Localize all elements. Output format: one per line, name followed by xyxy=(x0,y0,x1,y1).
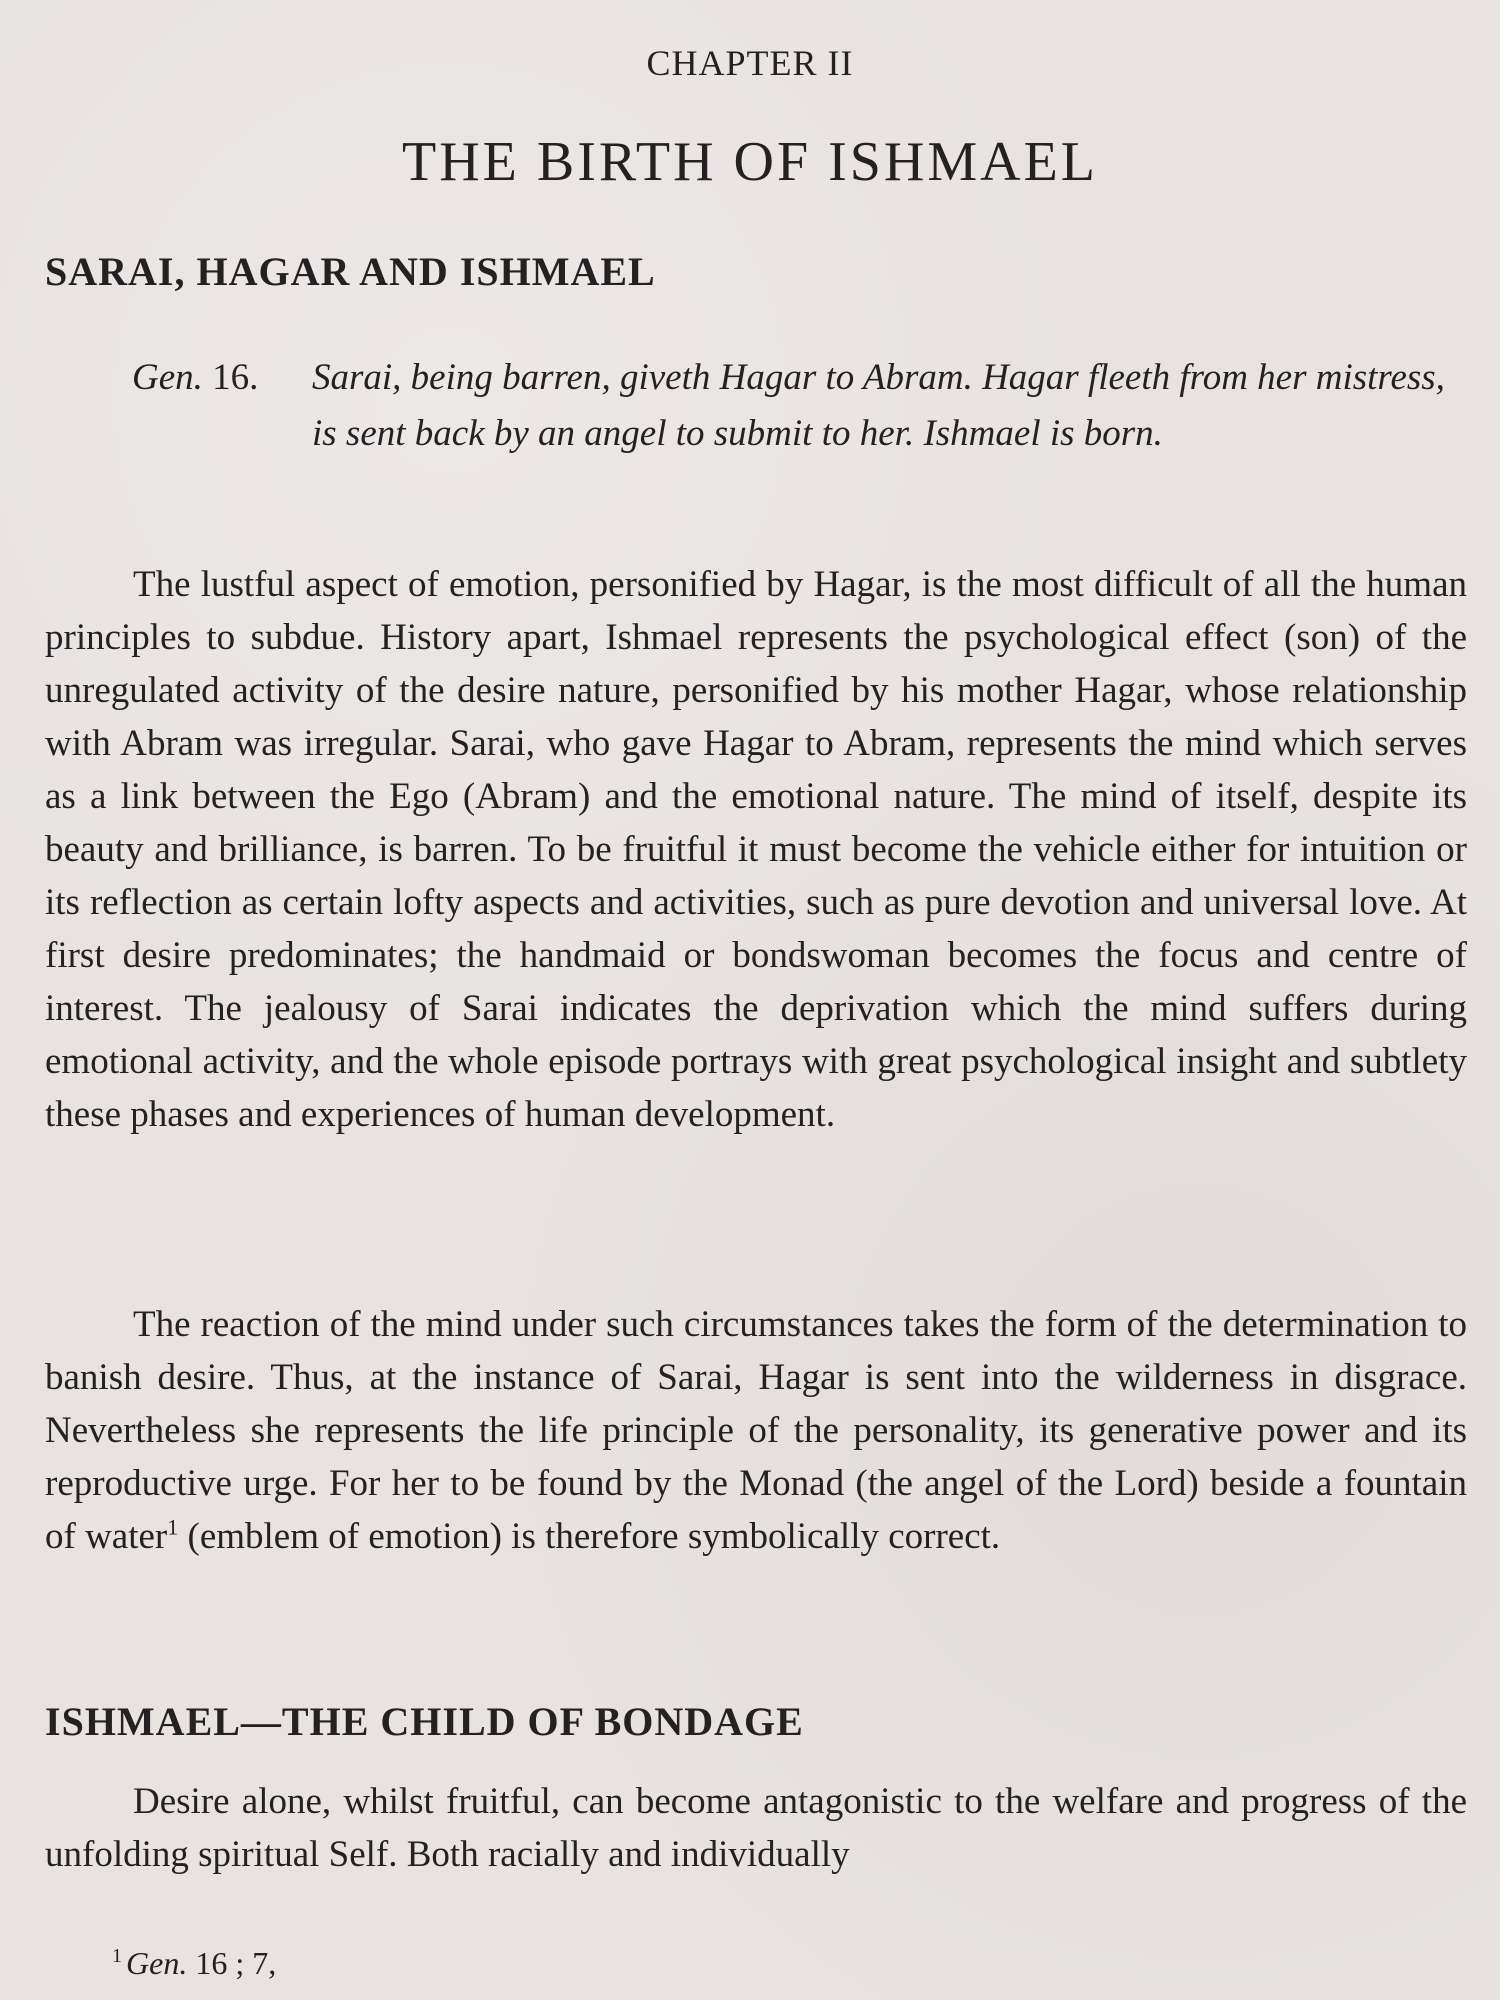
scripture-reference-label xyxy=(132,350,312,462)
paragraph-lustful-aspect: The lustful aspect of emotion, personified by Hagar, is the most difficult of all the human principles to subdue. History apart, Ishmael represents the psychological effect (son) of the unregulated activity of the desire nature, personified by his mother Hagar, whose relationship with Abram was irregular. Sarai, who gave Hagar to Abram, represents the mind which serves as a link between the Ego (Abram) and the emotional nature. The mind of itself, despite its beauty and brilliance, is barren. To be fruitful it must become the vehicle either for intuition or its reflection as certain lofty aspects and activities, such as pure devotion and universal love. At first desire predominates; the handmaid or bondswoman becomes the focus and centre of interest. The jealousy of Sarai indicates the deprivation which the mind suffers during emotional activity, and the whole episode portrays with great psychological insight and subtlety these phases and experiences of human development. xyxy=(45,564,1467,1135)
reference-summary: Sarai, being barren, giveth Hagar to Abram. Hagar fleeth from her mistress, is sent back by an angel to submit to her. Ishmael is born. xyxy=(312,357,1445,454)
reference-book: Gen. xyxy=(132,357,203,398)
chapter-title: THE BIRTH OF ISHMAEL xyxy=(402,131,1098,193)
chapter-label: CHAPTER II xyxy=(646,43,854,83)
paragraph-text-end: (emblem of emotion) is therefore symbolically correct. xyxy=(178,1516,1001,1557)
section-heading-sarai-hagar-ishmael: SARAI, HAGAR AND ISHMAEL xyxy=(45,249,656,294)
scripture-reference xyxy=(132,350,1467,462)
paragraph-reaction-of-mind xyxy=(45,1298,1467,1563)
footnote-book: Gen. xyxy=(126,1945,188,1981)
footnote-number: 1 xyxy=(112,1945,122,1968)
section-heading-child-of-bondage: ISHMAEL—THE CHILD OF BONDAGE xyxy=(45,1699,804,1744)
paragraph-desire-alone: Desire alone, whilst fruitful, can become antagonistic to the welfare and progress of the unfolding spiritual Self. Both racially and individually xyxy=(45,1781,1467,1875)
footnote xyxy=(112,1945,276,1982)
reference-chapter: 16. xyxy=(212,357,259,398)
footnote-citation: 16 ; 7, xyxy=(195,1945,277,1981)
paragraph-text: The reaction of the mind under such circumstances takes the form of the determination to banish desire. Thus, at the instance of Sarai, Hagar is sent into the wilderness in disgrace. Nevertheless she represents the life principle of the personality, its generative power and its reproductive urge. For her to be found by the Monad (the angel of the Lord) beside a fountain of water xyxy=(45,1304,1467,1557)
footnote-marker[interactable]: 1 xyxy=(167,1514,179,1540)
